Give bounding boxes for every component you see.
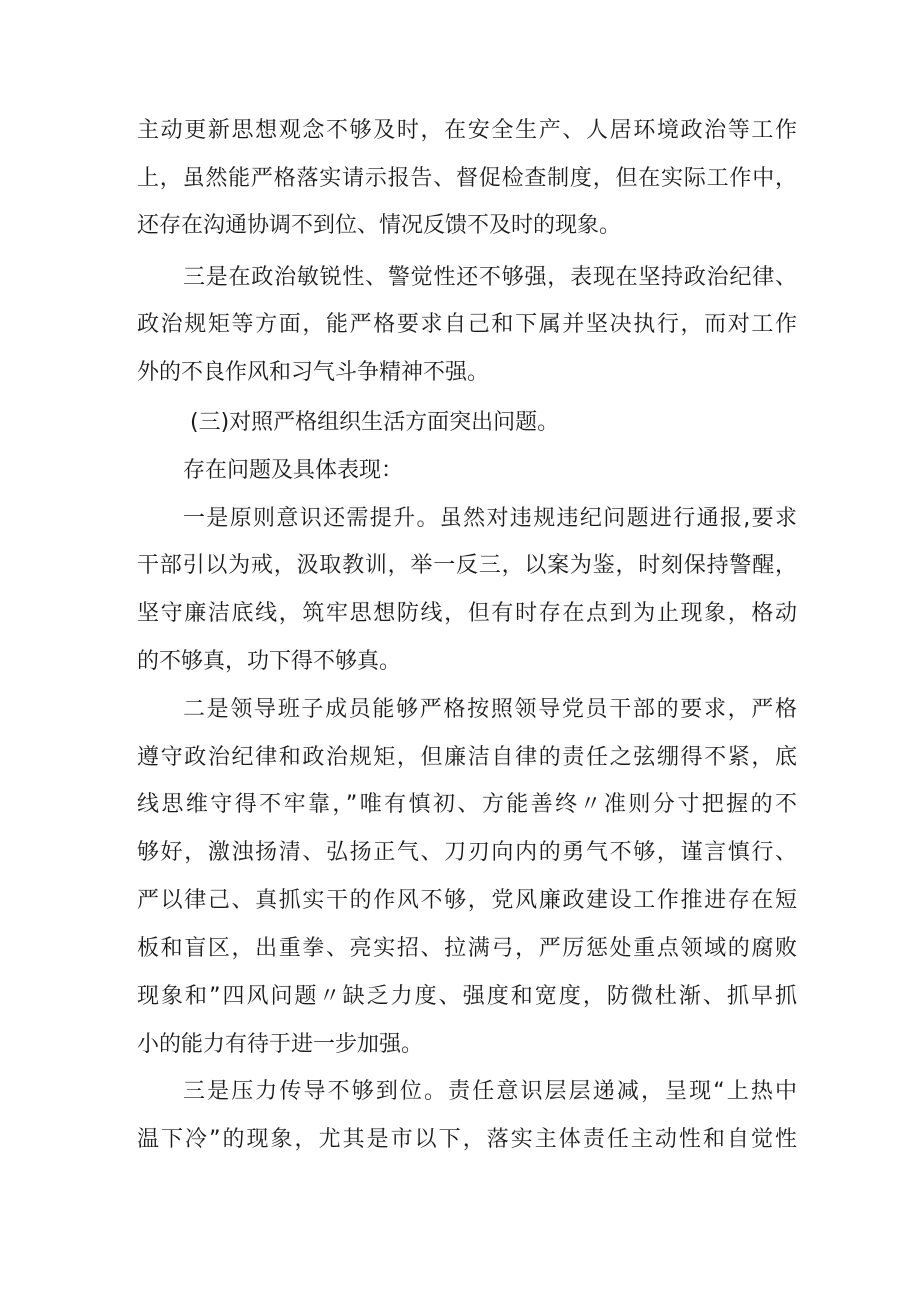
paragraph-line-20: 小的能力有待于进一步加强。	[137, 1032, 424, 1057]
paragraph-line-14: 遵守政治纪律和政治规矩，但廉洁自律的责任之弦绷得不紧，底	[137, 745, 797, 770]
paragraph-line-6: 外的不良作风和习气斗争精神不强。	[137, 360, 490, 385]
paragraph-line-3: 还存在沟通协调不到位、情况反馈不及时的现象。	[137, 213, 622, 238]
paragraph-line-16: 够好，激浊扬清、弘扬正气、刀刃向内的勇气不够，谨言慎行、	[137, 840, 797, 865]
paragraph-line-12: 的不够真，功下得不够真。	[137, 649, 402, 674]
paragraph-line-4: 三是在政治敏锐性、警觉性还不够强，表现在坚持政治纪律、	[183, 265, 797, 290]
section-heading: (三)对照严格组织生活方面突出问题。	[190, 410, 560, 435]
paragraph-line-19: 现象和”四风问题〃缺乏力度、强度和宽度，防微杜渐、抓早抓	[137, 984, 797, 1009]
paragraph-line-18: 板和盲区，出重拳、亮实招、拉满弓，严厉惩处重点领域的腐败	[137, 936, 797, 961]
subsection-label: 存在问题及具体表现：	[183, 458, 404, 483]
paragraph-line-1: 主动更新思想观念不够及时，在安全生产、人居环境政治等工作	[137, 118, 797, 143]
paragraph-line-22: 温下冷”的现象，尤其是市以下，落实主体责任主动性和自觉性	[137, 1127, 797, 1152]
paragraph-line-9: 一是原则意识还需提升。虽然对违规违纪问题进行通报,要求	[183, 506, 797, 531]
paragraph-line-17: 严以律己、真抓实干的作风不够，党风廉政建设工作推进存在短	[137, 888, 797, 913]
paragraph-line-2: 上，虽然能严格落实请示报告、督促检查制度，但在实际工作中，	[137, 166, 797, 191]
paragraph-line-13: 二是领导班子成员能够严格按照领导党员干部的要求，严格	[183, 697, 797, 722]
paragraph-line-11: 坚守廉洁底线，筑牢思想防线，但有时存在点到为止现象，格动	[137, 601, 797, 626]
paragraph-line-5: 政治规矩等方面，能严格要求自己和下属并坚决执行，而对工作	[137, 312, 797, 337]
paragraph-line-21: 三是压力传导不够到位。责任意识层层递减，呈现“上热中	[183, 1079, 797, 1104]
paragraph-line-10: 干部引以为戒，汲取教训，举一反三，以案为鉴，时刻保持警醒，	[137, 553, 797, 578]
paragraph-line-15: 线思维守得不牢靠，”唯有慎初、方能善终〃准则分寸把握的不	[137, 792, 797, 817]
